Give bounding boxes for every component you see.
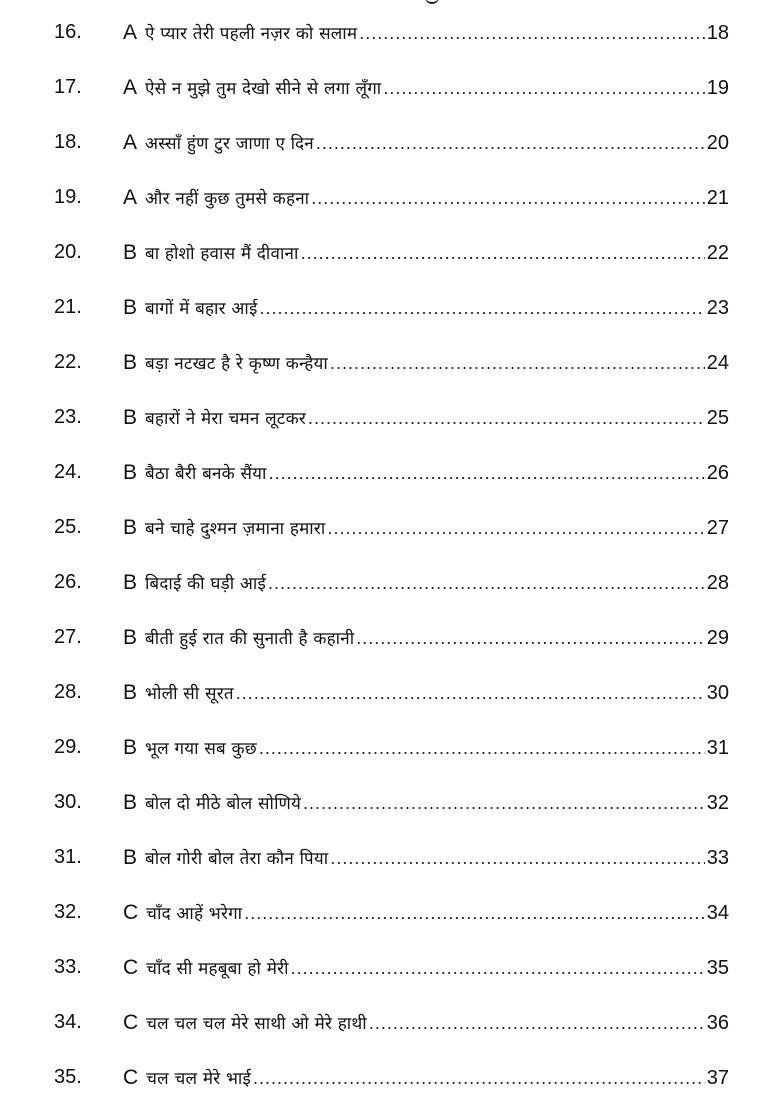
entry-number: 18. xyxy=(54,131,82,153)
entry-page-number: 18 xyxy=(706,21,729,44)
entry-page-number: 26 xyxy=(706,461,729,484)
entry-line xyxy=(123,241,729,265)
entry-letter: B xyxy=(123,350,138,374)
entry-number: 16. xyxy=(54,21,82,43)
dot-leader xyxy=(253,1068,705,1089)
entry-line xyxy=(123,956,729,980)
toc-entry xyxy=(0,170,780,225)
entry-page-number: 29 xyxy=(706,626,729,649)
dot-leader xyxy=(260,298,705,319)
entry-line xyxy=(123,21,729,45)
entry-number: 21. xyxy=(54,296,82,318)
dot-leader xyxy=(330,848,704,869)
table-of-contents xyxy=(0,5,780,1105)
entry-letter: C xyxy=(123,955,139,979)
entry-page-number: 28 xyxy=(706,571,729,594)
entry-title: चल चल मेरे भाई xyxy=(146,1068,252,1089)
entry-letter: C xyxy=(123,1010,139,1034)
toc-entry xyxy=(0,830,780,885)
entry-letter: B xyxy=(123,295,138,319)
dot-leader xyxy=(383,78,704,99)
entry-number: 19. xyxy=(54,186,82,208)
entry-line xyxy=(123,516,729,540)
entry-line xyxy=(123,901,729,925)
entry-number: 35. xyxy=(54,1066,82,1088)
dot-leader xyxy=(259,738,705,759)
entry-letter: C xyxy=(123,900,139,924)
entry-line xyxy=(123,681,729,705)
dot-leader xyxy=(236,683,705,704)
dot-leader xyxy=(301,243,705,264)
dot-leader xyxy=(244,903,704,924)
entry-letter: A xyxy=(123,75,138,99)
dot-leader xyxy=(359,23,704,44)
toc-entry xyxy=(0,5,780,60)
entry-letter: B xyxy=(123,405,138,429)
entry-number: 17. xyxy=(54,76,82,98)
entry-number: 27. xyxy=(54,626,82,648)
entry-page-number: 23 xyxy=(706,296,729,319)
entry-letter: C xyxy=(123,1065,139,1089)
entry-number: 34. xyxy=(54,1011,82,1033)
entry-number: 25. xyxy=(54,516,82,538)
entry-page-number: 19 xyxy=(706,76,729,99)
entry-title: ऐसे न मुझे तुम देखो सीने से लगा लूँगा xyxy=(145,78,382,99)
dot-leader xyxy=(369,1013,705,1034)
entry-line xyxy=(123,1066,729,1090)
cropped-glyph-top xyxy=(425,0,439,4)
toc-entry xyxy=(0,225,780,280)
toc-entry xyxy=(0,445,780,500)
entry-number: 28. xyxy=(54,681,82,703)
entry-title: बोल गोरी बोल तेरा कौन पिया xyxy=(145,848,329,869)
entry-line xyxy=(123,296,729,320)
entry-number: 24. xyxy=(54,461,82,483)
entry-line xyxy=(123,76,729,100)
toc-entry xyxy=(0,665,780,720)
entry-number: 31. xyxy=(54,846,82,868)
entry-letter: B xyxy=(123,680,138,704)
entry-number: 23. xyxy=(54,406,82,428)
entry-line xyxy=(123,1011,729,1035)
entry-page-number: 31 xyxy=(706,736,729,759)
toc-entry xyxy=(0,500,780,555)
entry-title: बोल दो मीठे बोल सोणिये xyxy=(145,793,302,814)
entry-letter: B xyxy=(123,570,138,594)
entry-line xyxy=(123,791,729,815)
entry-title: भोली सी सूरत xyxy=(145,683,234,704)
dot-leader xyxy=(356,628,704,649)
entry-number: 22. xyxy=(54,351,82,373)
entry-title: ऐ प्यार तेरी पहली नज़र को सलाम xyxy=(145,23,358,44)
entry-page-number: 37 xyxy=(706,1066,729,1089)
entry-page-number: 20 xyxy=(706,131,729,154)
entry-page-number: 35 xyxy=(706,956,729,979)
entry-page-number: 21 xyxy=(706,186,729,209)
dot-leader xyxy=(311,188,704,209)
entry-letter: B xyxy=(123,625,138,649)
entry-title: बीती हुई रात की सुनाती है कहानी xyxy=(145,628,355,649)
toc-entry xyxy=(0,280,780,335)
dot-leader xyxy=(327,518,704,539)
entry-line xyxy=(123,626,729,650)
dot-leader xyxy=(269,463,705,484)
toc-entry xyxy=(0,390,780,445)
entry-number: 33. xyxy=(54,956,82,978)
entry-title: बिदाई की घड़ी आई xyxy=(145,573,267,594)
toc-entry xyxy=(0,115,780,170)
entry-line xyxy=(123,351,729,375)
entry-title: और नहीं कुछ तुमसे कहना xyxy=(145,188,310,209)
entry-letter: B xyxy=(123,790,138,814)
entry-line xyxy=(123,846,729,870)
toc-entry xyxy=(0,1050,780,1105)
entry-number: 29. xyxy=(54,736,82,758)
entry-number: 20. xyxy=(54,241,82,263)
dot-leader xyxy=(303,793,705,814)
toc-entry xyxy=(0,720,780,775)
toc-entry xyxy=(0,335,780,390)
entry-letter: B xyxy=(123,460,138,484)
entry-number: 32. xyxy=(54,901,82,923)
entry-line xyxy=(123,461,729,485)
dot-leader xyxy=(316,133,705,154)
entry-title: बा होशो हवास मैं दीवाना xyxy=(145,243,299,264)
dot-leader xyxy=(330,353,705,374)
entry-number: 30. xyxy=(54,791,82,813)
entry-line xyxy=(123,571,729,595)
entry-letter: A xyxy=(123,130,138,154)
entry-page-number: 24 xyxy=(706,351,729,374)
entry-page-number: 33 xyxy=(706,846,729,869)
entry-page-number: 25 xyxy=(706,406,729,429)
toc-entry xyxy=(0,775,780,830)
entry-title: भूल गया सब कुछ xyxy=(145,738,257,759)
toc-entry xyxy=(0,610,780,665)
entry-title: बने चाहे दुश्मन ज़माना हमारा xyxy=(145,518,326,539)
entry-title: चल चल चल मेरे साथी ओ मेरे हाथी xyxy=(146,1013,367,1034)
entry-title: चाँद आहें भरेगा xyxy=(146,903,243,924)
dot-leader xyxy=(308,408,705,429)
entry-line xyxy=(123,406,729,430)
toc-entry xyxy=(0,555,780,610)
entry-page-number: 30 xyxy=(706,681,729,704)
entry-letter: B xyxy=(123,845,138,869)
entry-page-number: 22 xyxy=(706,241,729,264)
entry-line xyxy=(123,131,729,155)
toc-entry xyxy=(0,995,780,1050)
entry-letter: B xyxy=(123,735,138,759)
entry-letter: B xyxy=(123,240,138,264)
entry-title: बैठा बैरी बनके सैंया xyxy=(145,463,267,484)
entry-page-number: 34 xyxy=(706,901,729,924)
entry-page-number: 32 xyxy=(706,791,729,814)
entry-letter: B xyxy=(123,515,138,539)
toc-entry xyxy=(0,60,780,115)
entry-number: 26. xyxy=(54,571,82,593)
toc-entry xyxy=(0,885,780,940)
entry-title: चाँद सी महबूबा हो मेरी xyxy=(146,958,289,979)
entry-title: अस्साँ हुंण टुर जाणा ए दिन xyxy=(145,133,314,154)
dot-leader xyxy=(268,573,705,594)
entry-line xyxy=(123,186,729,210)
entry-page-number: 36 xyxy=(706,1011,729,1034)
entry-page-number: 27 xyxy=(706,516,729,539)
entry-letter: A xyxy=(123,185,138,209)
entry-line xyxy=(123,736,729,760)
entry-letter: A xyxy=(123,20,138,44)
entry-title: बड़ा नटखट है रे कृष्ण कन्हैया xyxy=(145,353,328,374)
dot-leader xyxy=(291,958,705,979)
entry-title: बहारों ने मेरा चमन लूटकर xyxy=(145,408,306,429)
entry-title: बागों में बहार आई xyxy=(145,298,258,319)
toc-entry xyxy=(0,940,780,995)
